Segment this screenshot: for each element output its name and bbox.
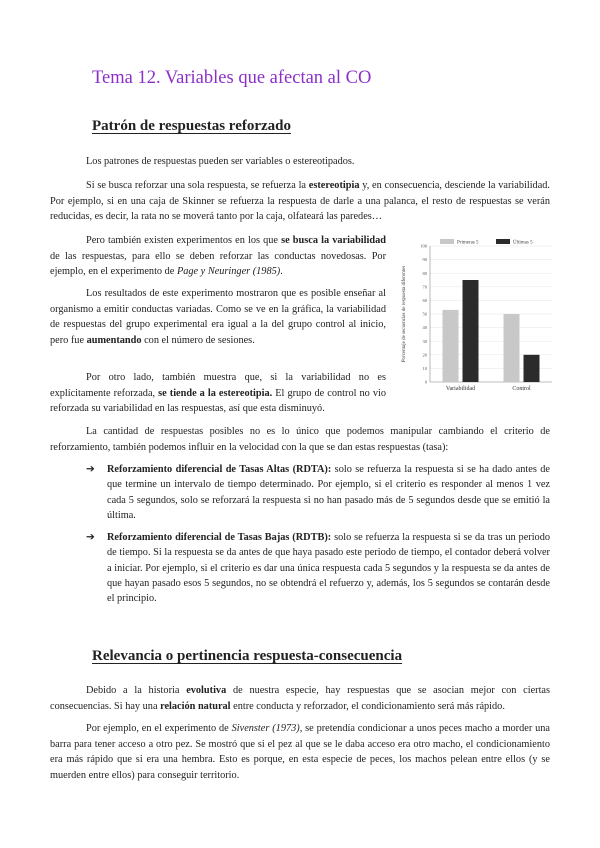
paragraph-variabilidad [50, 233, 386, 280]
paragraph-resultados [50, 286, 386, 348]
text-segment: Si se busca reforzar una sola respuesta, se refuerza la [86, 180, 309, 191]
chart-legend-label: Últimas 5 [513, 240, 533, 246]
text-segment: , se pretendía condicionar a unos peces macho a morder una barra para tener acceso a otro pez. Se mostró que si el pez al que se le daba acceso era otro macho, el condicionamiento era más rápido que si era una hembra. Esto es porque, en esta especie de peces, los machos pelean entre ellos (y se muerden entre ellos) para conseguir territorio. [50, 723, 551, 781]
text-segment: entre conducta y reforzador, el condicionamiento será más rápido. [230, 700, 505, 712]
bold-term: se busca la variabilidad [281, 235, 386, 246]
text-segment: . [280, 266, 283, 277]
chart-category-label: Control [512, 386, 531, 392]
text-segment: de las respuestas, para ello se deben reforzar las conductas novedosas. Por ejemplo, en el experimento de [50, 250, 386, 277]
section-heading-relevancia: Relevancia o pertinencia respuesta-consecuencia [92, 648, 403, 664]
bullet-rdtb [86, 530, 550, 606]
chart-ytick-label: 10 [422, 366, 427, 371]
text-segment: Pero también existen experimentos en los que [86, 235, 282, 246]
paragraph-sivenster [50, 721, 550, 783]
chart-ytick-label: 90 [422, 257, 427, 263]
bold-term: relación natural [160, 700, 231, 712]
text-segment: con el número de sesiones. [141, 334, 255, 346]
text-segment: El grupo de control no vio reforzada su variabilidad en las respuestas, así que esta disminuyó. [50, 387, 386, 414]
chart-ytick-label: 20 [422, 352, 427, 358]
bold-term: Reforzamiento diferencial de Tasas Altas (RDTA): [107, 464, 332, 475]
citation: Sivenster (1973) [231, 723, 300, 734]
chart-ytick-label: 30 [422, 338, 427, 344]
chart-bar [443, 310, 459, 382]
bullet-rdta [86, 462, 550, 523]
chart-bar [463, 280, 479, 382]
chart-ylabel: Porcentaje de secuencias de respuesta diferentes [402, 265, 407, 363]
chart-ytick-label: 0 [424, 379, 427, 385]
text-segment: Por otro lado, también muestra que, si la variabilidad no es explícitamente reforzada, [50, 372, 386, 399]
bullet-text [107, 530, 550, 606]
citation: Page y Neuringer (1985) [176, 266, 281, 277]
bold-term: aumentando [86, 334, 142, 346]
text-segment: solo se refuerza la respuesta si se da tras un periodo de tiempo. Si la respuesta se da antes de que haya pasado este periodo de tiempo, el contador deberá volver a iniciar. Por ejemplo, si el criterio es dar una única respuesta cada 5 segundos y la respuesta se da antes de que hayan pasado esos 5 segundos, no se obtendrá el refuerzo y, además, los 5 segundos se contarán desde el principio. [107, 532, 550, 605]
chart-legend-label: Primeras 5 [457, 240, 479, 246]
bold-term: se tiende a la estereotipia. [158, 387, 273, 399]
chart-ytick-label: 80 [422, 270, 427, 276]
paragraph-estereotipia-control [50, 370, 386, 417]
chart-bar [524, 355, 540, 382]
paragraph-evolutiva [50, 683, 550, 714]
bold-term: estereotipia [308, 180, 360, 191]
section-heading-patron: Patrón de respuestas reforzado [92, 118, 291, 134]
paragraph-tasa: La cantidad de respuestas posibles no es lo único que podemos manipular cambiando el criterio de reforzamiento, también podemos influir en la velocidad con la que se dan estas respuestas (tasa): [50, 426, 550, 453]
text-segment: Debido a la historia [86, 685, 187, 696]
chart-ytick-label: 50 [422, 311, 427, 317]
paragraph-estereotipia [50, 178, 550, 225]
chart-category-label: Variabilidad [445, 386, 476, 392]
chart-ytick-label: 60 [422, 298, 427, 303]
chart-ytick-label: 100 [420, 243, 427, 249]
arrow-icon: ➔ [86, 464, 95, 475]
bullet-text [107, 462, 550, 523]
text-segment: Por ejemplo, en el experimento de [86, 723, 232, 734]
page-title: Tema 12. Variables que afectan al CO [92, 68, 372, 88]
chart-legend-swatch [496, 239, 510, 244]
text-segment: de nuestra especie, hay respuestas que se asocian mejor con ciertas consecuencias. Si hay una [50, 685, 551, 712]
text-segment: Los resultados de este experimento mostraron que es posible enseñar al organismo a emitir conductas variadas. Como se ve en la gráfica, la variabilidad de respuestas del grupo experimental era igual a la del grupo control al inicio, pero fue [50, 288, 386, 346]
bold-term: Reforzamiento diferencial de Tasas Bajas (RDTB): [107, 532, 332, 543]
text-segment: solo se refuerza la respuesta si se ha dado antes de que termine un intervalo de tiempo determinado. Por ejemplo, si el criterio es responder al menos 1 vez cada 5 segundos, solo se reforzará la respuesta si no han pasado más de 5 segundos desde que se emitió la última. [107, 464, 550, 521]
variability-bar-chart [396, 234, 556, 398]
bold-term: evolutiva [186, 685, 227, 696]
text-segment: y, en consecuencia, desciende la variabilidad. Por ejemplo, si en una caja de Skinner se refuerza la respuesta de darle a una palanca, el resto de respuestas se verán reducidas, es decir, la rata no se moverá tanto por la caja, olfateará las paredes… [50, 180, 550, 222]
chart-ytick-label: 70 [422, 284, 427, 290]
arrow-icon: ➔ [86, 532, 95, 543]
chart-legend-swatch [440, 239, 454, 244]
chart-ytick-label: 40 [422, 325, 427, 331]
chart-bar [504, 314, 520, 382]
paragraph-intro: Los patrones de respuestas pueden ser variables o estereotipados. [86, 156, 355, 167]
